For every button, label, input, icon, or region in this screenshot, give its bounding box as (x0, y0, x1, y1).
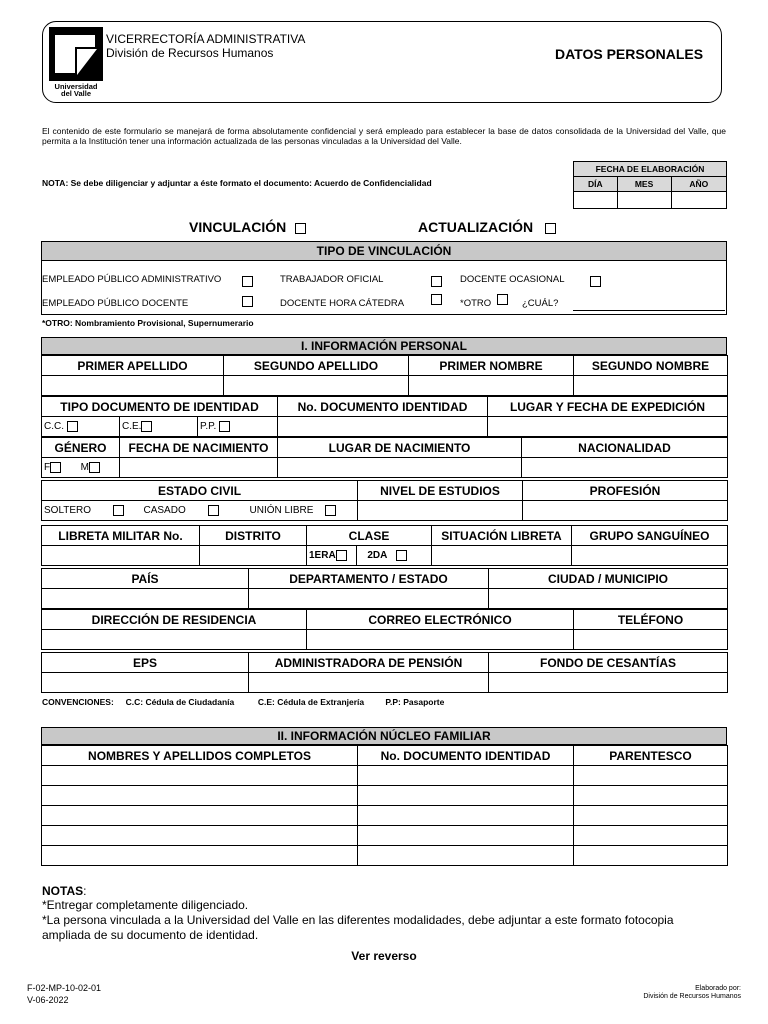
pp-label: P.P. (200, 421, 217, 433)
situacion-field[interactable] (432, 546, 572, 566)
nacimiento-table (41, 437, 728, 478)
cc-checkbox[interactable] (67, 421, 78, 432)
fecha-ano-field[interactable] (671, 192, 726, 209)
segundo-apellido-header: SEGUNDO APELLIDO (224, 356, 409, 376)
f-checkbox[interactable] (50, 462, 61, 473)
familia-title: II. INFORMACIÓN NÚCLEO FAMILIAR (41, 727, 727, 745)
m-label: M (80, 462, 89, 474)
familia-nombre-field[interactable] (42, 826, 358, 846)
emp-admin-label: EMPLEADO PÚBLICO ADMINISTRATIVO (42, 274, 222, 285)
soltero-label: SOLTERO (44, 505, 92, 517)
no-doc-field[interactable] (278, 417, 488, 437)
fecha-title: FECHA DE ELABORACIÓN (574, 162, 727, 177)
ce-checkbox[interactable] (141, 421, 152, 432)
genero-options (42, 458, 120, 478)
actualizacion-checkbox[interactable] (545, 223, 556, 234)
ver-reverso: Ver reverso (351, 949, 417, 963)
primer-nombre-field[interactable] (409, 376, 574, 396)
familia-parentesco-field[interactable] (574, 766, 728, 786)
notas-line-2: *La persona vinculada a la Universidad del Valle en las diferentes modalidades, debe adjuntar a este formato fotocopia (42, 913, 674, 927)
lugar-fecha-exp-field[interactable] (488, 417, 728, 437)
lugar-nac-field[interactable] (278, 458, 522, 478)
svg-text:Universidad: Universidad (54, 82, 98, 91)
pais-field[interactable] (42, 589, 249, 609)
nota-confidencialidad: NOTA: Se debe diligenciar y adjuntar a éste formato el documento: Acuerdo de Confidencialidad (42, 178, 432, 188)
contacto-table (41, 609, 728, 650)
vinculacion-checkbox[interactable] (295, 223, 306, 234)
intro-paragraph: El contenido de este formulario se manejará de forma absolutamente confidencial y será empleado para establecer la base de datos consolidada de la Universidad del Valle, que permita a la Institución tener una información actualizada de las personas vinculadas a la Universidad del Valle. (42, 126, 726, 146)
emp-admin-checkbox[interactable] (242, 276, 253, 287)
familia-nombre-field[interactable] (42, 806, 358, 826)
familia-documento-field[interactable] (358, 806, 574, 826)
nacionalidad-field[interactable] (522, 458, 728, 478)
grupo-header: GRUPO SANGUÍNEO (572, 526, 728, 546)
pais-header: PAÍS (42, 569, 249, 589)
form-version: V-06-2022 (27, 995, 69, 1005)
distrito-header: DISTRITO (200, 526, 307, 546)
lugar-nac-header: LUGAR DE NACIMIENTO (278, 438, 522, 458)
grupo-field[interactable] (572, 546, 728, 566)
fecha-nac-field[interactable] (120, 458, 278, 478)
direccion-field[interactable] (42, 630, 307, 650)
familia-parentesco-field[interactable] (574, 826, 728, 846)
personal-title: I. INFORMACIÓN PERSONAL (41, 337, 727, 355)
no-doc-header: No. DOCUMENTO IDENTIDAD (278, 397, 488, 417)
ce-option (120, 417, 198, 437)
vinculacion-option (189, 219, 306, 235)
segundo-nombre-header: SEGUNDO NOMBRE (574, 356, 728, 376)
familia-table (41, 745, 728, 866)
familia-parentesco-field[interactable] (574, 786, 728, 806)
document-title: DATOS PERSONALES (555, 46, 704, 62)
familia-nombres-header: NOMBRES Y APELLIDOS COMPLETOS (42, 746, 358, 766)
segunda-checkbox[interactable] (396, 550, 407, 561)
cesantias-header: FONDO DE CESANTÍAS (489, 653, 728, 673)
otro-checkbox[interactable] (497, 294, 508, 305)
doc-ocasional-checkbox[interactable] (590, 276, 601, 287)
direccion-header: DIRECCIÓN DE RESIDENCIA (42, 610, 307, 630)
cual-label: ¿CUÁL? (522, 298, 559, 309)
libreta-table (41, 525, 728, 566)
institution-line-2: División de Recursos Humanos (106, 46, 274, 60)
seguridad-social-table (41, 652, 728, 693)
convencion-cc: C.C: Cédula de Ciudadanía (125, 697, 235, 707)
m-checkbox[interactable] (89, 462, 100, 473)
nivel-estudios-field[interactable] (358, 501, 523, 521)
segundo-apellido-field[interactable] (224, 376, 409, 396)
pension-field[interactable] (249, 673, 489, 693)
libreta-header: LIBRETA MILITAR No. (42, 526, 200, 546)
ce-label: C.E. (122, 421, 142, 433)
estado-civil-table (41, 480, 728, 521)
emp-docente-checkbox[interactable] (242, 296, 253, 307)
lugar-fecha-exp-header: LUGAR Y FECHA DE EXPEDICIÓN (488, 397, 728, 417)
telefono-field[interactable] (574, 630, 728, 650)
actualizacion-option (418, 219, 556, 235)
fecha-dia-label: DÍA (574, 177, 618, 192)
correo-field[interactable] (307, 630, 574, 650)
nacionalidad-header: NACIONALIDAD (522, 438, 728, 458)
otro-note: *OTRO: Nombramiento Provisional, Supernumerario (42, 318, 254, 328)
notas-title: NOTAS (42, 884, 84, 898)
trab-oficial-checkbox[interactable] (431, 276, 442, 287)
primer-apellido-header: PRIMER APELLIDO (42, 356, 224, 376)
pp-option (198, 417, 278, 437)
fecha-ano-label: AÑO (671, 177, 726, 192)
profesion-field[interactable] (523, 501, 728, 521)
ciudad-field[interactable] (489, 589, 728, 609)
documento-table (41, 396, 728, 437)
familia-nombre-field[interactable] (42, 846, 358, 866)
estado-civil-header: ESTADO CIVIL (42, 481, 358, 501)
situacion-header: SITUACIÓN LIBRETA (432, 526, 572, 546)
fecha-mes-label: MES (617, 177, 671, 192)
otro-label: *OTRO (460, 298, 492, 309)
pension-header: ADMINISTRADORA DE PENSIÓN (249, 653, 489, 673)
familia-documento-header: No. DOCUMENTO IDENTIDAD (358, 746, 574, 766)
convenciones-label: CONVENCIONES: (42, 697, 114, 707)
genero-header: GÉNERO (42, 438, 120, 458)
cual-input-line[interactable] (573, 310, 725, 311)
institution-line-1: VICERRECTORÍA ADMINISTRATIVA (106, 32, 306, 46)
union-libre-option (248, 501, 358, 521)
familia-documento-field[interactable] (358, 846, 574, 866)
primera-checkbox[interactable] (336, 550, 347, 561)
elaborado-por-label: Elaborado por: (695, 985, 741, 992)
familia-documento-field[interactable] (358, 786, 574, 806)
fecha-elaboracion-table (573, 161, 727, 209)
departamento-field[interactable] (249, 589, 489, 609)
soltero-checkbox[interactable] (113, 505, 124, 516)
primera-option (307, 546, 357, 566)
segunda-label: 2DA (367, 550, 388, 562)
fecha-nac-header: FECHA DE NACIMIENTO (120, 438, 278, 458)
familia-parentesco-header: PARENTESCO (574, 746, 728, 766)
tipo-doc-header: TIPO DOCUMENTO DE IDENTIDAD (42, 397, 278, 417)
familia-nombre-field[interactable] (42, 786, 358, 806)
primer-nombre-header: PRIMER NOMBRE (409, 356, 574, 376)
casado-checkbox[interactable] (208, 505, 219, 516)
doc-hora-label: DOCENTE HORA CÁTEDRA (280, 298, 405, 309)
actualizacion-label: ACTUALIZACIÓN (418, 219, 534, 235)
personal-names-table (41, 355, 728, 396)
trab-oficial-label: TRABAJADOR OFICIAL (280, 274, 384, 285)
nivel-estudios-header: NIVEL DE ESTUDIOS (358, 481, 523, 501)
emp-docente-label: EMPLEADO PÚBLICO DOCENTE (42, 298, 189, 309)
fecha-mes-field[interactable] (617, 192, 671, 209)
distrito-field[interactable] (200, 546, 307, 566)
convencion-pp: P.P: Pasaporte (385, 697, 445, 707)
cc-option (42, 417, 120, 437)
casado-label: CASADO (143, 505, 186, 517)
familia-documento-field[interactable] (358, 826, 574, 846)
familia-nombre-field[interactable] (42, 766, 358, 786)
departamento-header: DEPARTAMENTO / ESTADO (249, 569, 489, 589)
eps-header: EPS (42, 653, 249, 673)
doc-hora-checkbox[interactable] (431, 294, 442, 305)
elaborado-por-dept: División de Recursos Humanos (643, 993, 741, 1000)
segunda-option (357, 546, 432, 566)
familia-parentesco-field[interactable] (574, 846, 728, 866)
pp-checkbox[interactable] (219, 421, 230, 432)
vinculacion-label: VINCULACIÓN (189, 219, 287, 235)
telefono-header: TELÉFONO (574, 610, 728, 630)
notas-heading: NOTAS: (42, 884, 87, 898)
convenciones (42, 697, 444, 707)
libreta-field[interactable] (42, 546, 200, 566)
correo-header: CORREO ELECTRÓNICO (307, 610, 574, 630)
university-logo (49, 27, 103, 97)
notas-line-1: *Entregar completamente diligenciado. (42, 898, 249, 912)
primer-apellido-field[interactable] (42, 376, 224, 396)
svg-text:del Valle: del Valle (60, 89, 92, 97)
ciudad-header: CIUDAD / MUNICIPIO (489, 569, 728, 589)
tipo-vinculacion-title: TIPO DE VINCULACIÓN (41, 241, 727, 261)
clase-header: CLASE (307, 526, 432, 546)
f-label: F (44, 462, 51, 474)
notas-line-3: ampliada de su documento de identidad. (42, 928, 259, 942)
soltero-option (42, 501, 142, 521)
doc-ocasional-label: DOCENTE OCASIONAL (460, 274, 565, 285)
cesantias-field[interactable] (489, 673, 728, 693)
familia-documento-field[interactable] (358, 766, 574, 786)
segundo-nombre-field[interactable] (574, 376, 728, 396)
union-libre-checkbox[interactable] (325, 505, 336, 516)
convencion-ce: C.E: Cédula de Extranjería (257, 697, 365, 707)
fecha-dia-field[interactable] (574, 192, 618, 209)
primera-label: 1ERA (309, 550, 336, 562)
profesion-header: PROFESIÓN (523, 481, 728, 501)
union-libre-label: UNIÓN LIBRE (249, 505, 314, 517)
ubicacion-table (41, 568, 728, 609)
eps-field[interactable] (42, 673, 249, 693)
form-code: F-02-MP-10-02-01 (27, 983, 102, 993)
casado-option (142, 501, 248, 521)
familia-parentesco-field[interactable] (574, 806, 728, 826)
cc-label: C.C. (44, 421, 64, 433)
